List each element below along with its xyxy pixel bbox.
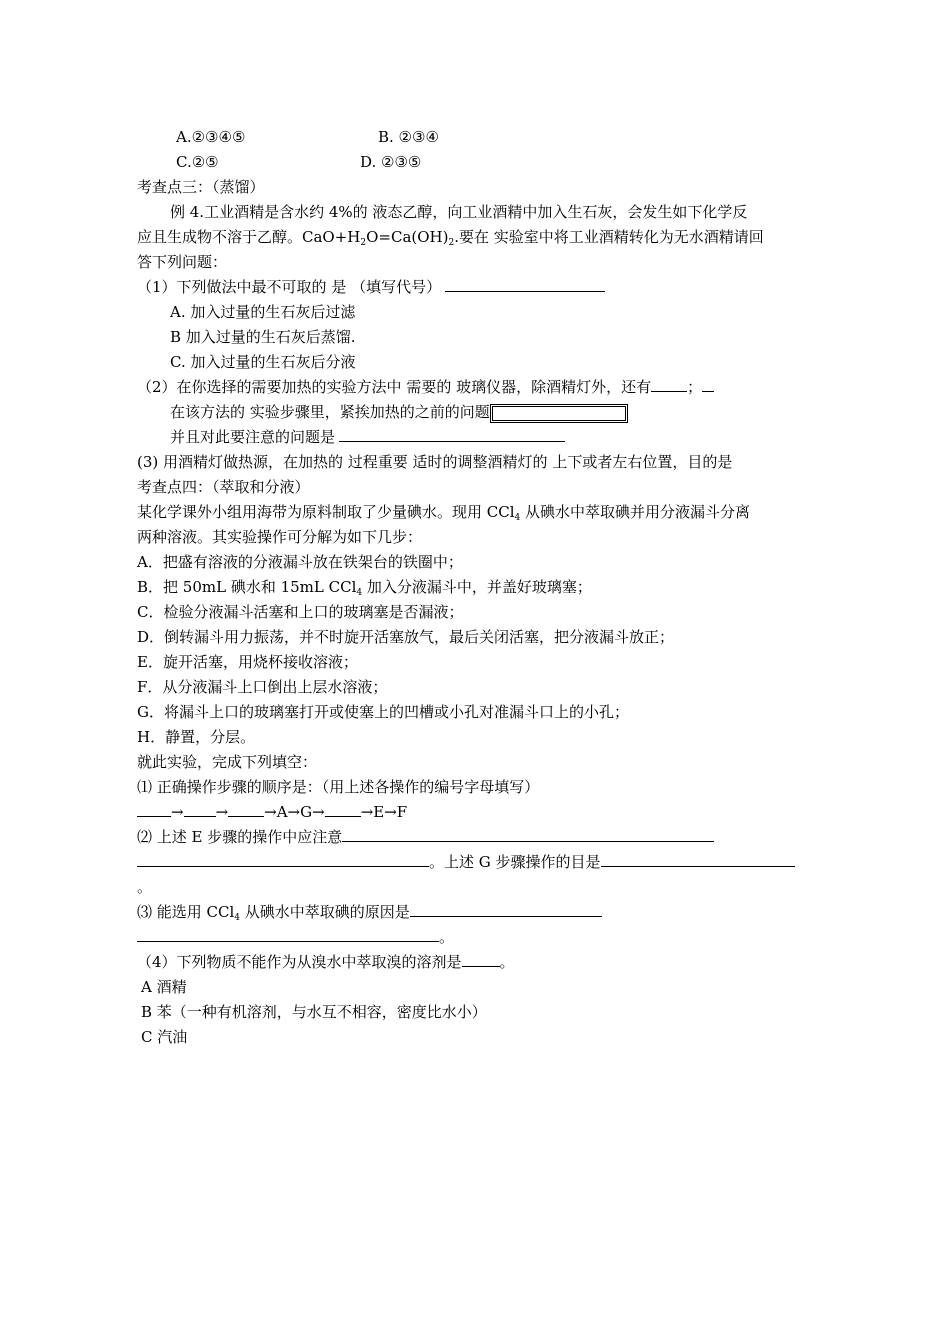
subquestion-1: ⑴ 正确操作步骤的顺序是：（用上述各操作的编号字母填写） xyxy=(137,778,540,796)
heading-point3: 考查点三：（蒸馏） xyxy=(137,178,265,196)
intro-line1: 某化学课外小组用海带为原料制取了少量碘水。现用 CCl$_4$ 从碘水中萃取碘并用分液漏斗分离 xyxy=(137,503,751,523)
option-d: D. ②③⑤ xyxy=(360,153,422,171)
step-h: H．静置，分层。 xyxy=(137,728,256,746)
step-b: B．把 50mL 碘水和 15mL CCl$_4$ 加入分液漏斗中，并盖好玻璃塞； xyxy=(137,578,592,598)
question-4: （4）下列物质不能作为从溴水中萃取溴的溶剂是 。 xyxy=(137,950,515,974)
step-d: D．倒转漏斗用力振荡，并不时旋开活塞放气，最后关闭活塞，把分液漏斗放正； xyxy=(137,628,675,646)
step-a: A．把盛有溶液的分液漏斗放在铁架台的铁圈中； xyxy=(137,553,463,571)
question-2-line3: 并且对此要注意的问题是 xyxy=(170,425,565,449)
answer-blank[interactable] xyxy=(184,800,216,817)
question-2-line1: （2）在你选择的需要加热的实验方法中 需要的 玻璃仪器，除酒精灯外，还有 ； xyxy=(137,375,714,399)
heading-point4: 考查点四：（萃取和分液） xyxy=(137,478,310,496)
example4-line3: 答下列问题： xyxy=(137,253,228,271)
question-4-option-c: C 汽油 xyxy=(141,1028,188,1046)
answer-blank[interactable] xyxy=(137,800,171,817)
answer-box[interactable] xyxy=(490,404,628,423)
example4-line2: 应且生成物不溶于乙醇。$CaO+H_2O=Ca(OH)_2$.要在 实验室中将工业酒精转化为无水酒精请回 xyxy=(137,228,764,248)
answer-blank[interactable] xyxy=(410,900,602,917)
complete-instruction: 就此实验，完成下列填空： xyxy=(137,753,318,771)
subquestion-2-end: 。 xyxy=(137,878,153,896)
subquestion-3-line2: 。 xyxy=(137,925,454,949)
question-1: （1）下列做法中最不可取的 是 （填写代号） xyxy=(137,275,605,299)
answer-blank[interactable] xyxy=(445,275,605,292)
option-c: C.②⑤ xyxy=(176,153,219,171)
sequence-line: → → →A→G→ →E→F xyxy=(137,800,407,824)
answer-blank[interactable] xyxy=(137,850,429,867)
answer-blank[interactable] xyxy=(651,375,687,392)
intro-line2: 两种溶液。其实验操作可分解为如下几步： xyxy=(137,528,423,546)
step-g: G．将漏斗上口的玻璃塞打开或使塞上的凹槽或小孔对准漏斗口上的小孔； xyxy=(137,703,629,721)
question-3: (3) 用酒精灯做热源，在加热的 过程重要 适时的调整酒精灯的 上下或者左右位置，目的是 xyxy=(137,453,733,471)
answer-blank[interactable] xyxy=(702,375,714,392)
question-1-option-b: B 加入过量的生石灰后蒸馏. xyxy=(170,328,356,346)
question-4-option-a: A 酒精 xyxy=(141,978,187,996)
question-4-option-b: B 苯（一种有机溶剂，与水互不相容，密度比水小） xyxy=(141,1003,487,1021)
answer-blank[interactable] xyxy=(339,425,565,442)
option-b: B. ②③④ xyxy=(378,128,439,146)
option-a: A.②③④⑤ xyxy=(176,128,246,146)
step-f: F．从分液漏斗上口倒出上层水溶液； xyxy=(137,678,388,696)
subquestion-2-line1: ⑵ 上述 E 步骤的操作中应注意 xyxy=(137,825,714,849)
answer-blank[interactable] xyxy=(325,800,361,817)
subquestion-3-line1: ⑶ 能选用 CCl$_4$ 从碘水中萃取碘的原因是 xyxy=(137,900,602,924)
example4-line1: 例 4.工业酒精是含水约 4%的 液态乙醇，向工业酒精中加入生石灰，会发生如下化学反 xyxy=(170,203,748,221)
answer-blank[interactable] xyxy=(137,925,439,942)
step-c: C．检验分液漏斗活塞和上口的玻璃塞是否漏液； xyxy=(137,603,464,621)
subquestion-2-line2: 。上述 G 步骤操作的目是 xyxy=(137,850,795,874)
step-e: E．旋开活塞，用烧杯接收溶液； xyxy=(137,653,358,671)
answer-blank[interactable] xyxy=(342,825,714,842)
answer-blank[interactable] xyxy=(228,800,264,817)
question-1-option-a: A. 加入过量的生石灰后过滤 xyxy=(170,303,356,321)
answer-blank[interactable] xyxy=(462,950,500,967)
question-1-option-c: C. 加入过量的生石灰后分液 xyxy=(170,353,356,371)
question-2-line2: 在该方法的 实验步骤里，紧挨加热的之前的问题 xyxy=(170,400,628,424)
answer-blank[interactable] xyxy=(601,850,795,867)
